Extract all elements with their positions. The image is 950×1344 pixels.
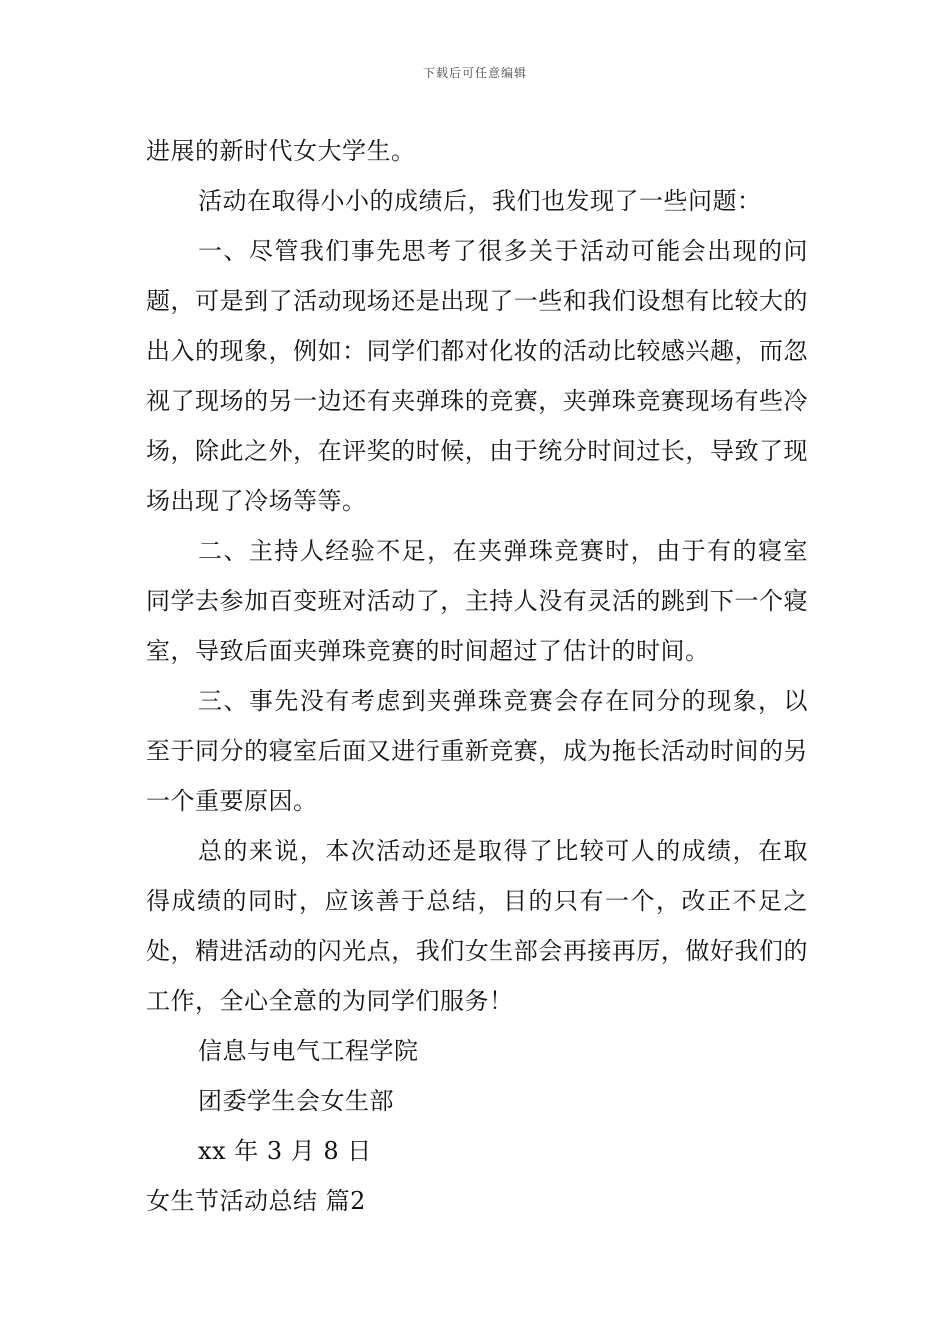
page-header: 下载后可任意编辑 bbox=[422, 66, 527, 80]
signature-school: 信息与电气工程学院 bbox=[198, 1037, 419, 1065]
signature-date: xx 年 3 月 8 日 bbox=[198, 1137, 372, 1165]
paragraph-continuation: 进展的新时代女大学生。 bbox=[146, 137, 416, 165]
paragraph-problem-2: 二、主持人经验不足，在夹弹珠竞赛时，由于有的寝室同学去参加百变班对活动了，主持人没有灵活的跳到下一个寝室，导致后面夹弹珠竞赛的时间超过了估计的时间。 bbox=[146, 537, 808, 665]
paragraph-problem-3: 三、事先没有考虑到夹弹珠竞赛会存在同分的现象，以至于同分的寝室后面又进行重新竞赛，成为拖长活动时间的另一个重要原因。 bbox=[146, 687, 808, 815]
document-body bbox=[146, 126, 808, 1226]
signature-department: 团委学生会女生部 bbox=[198, 1087, 394, 1115]
paragraph-problems-intro: 活动在取得小小的成绩后，我们也发现了一些问题： bbox=[198, 187, 762, 215]
paragraph-conclusion: 总的来说，本次活动还是取得了比较可人的成绩，在取得成绩的同时，应该善于总结，目的只有一个，改正不足之处，精进活动的闪光点，我们女生部会再接再厉，做好我们的工作，全心全意的为同学们服务！ bbox=[146, 837, 808, 1015]
paragraph-problem-1: 一、尽管我们事先思考了很多关于活动可能会出现的问题，可是到了活动现场还是出现了一些和我们设想有比较大的出入的现象，例如：同学们都对化妆的活动比较感兴趣，而忽视了现场的另一边还有夹弹珠的竞赛，夹弹珠竞赛现场有些冷场，除此之外，在评奖的时候，由于统分时间过长，导致了现场出现了冷场等等。 bbox=[146, 237, 808, 515]
section-heading: 女生节活动总结 篇2 bbox=[146, 1187, 366, 1215]
